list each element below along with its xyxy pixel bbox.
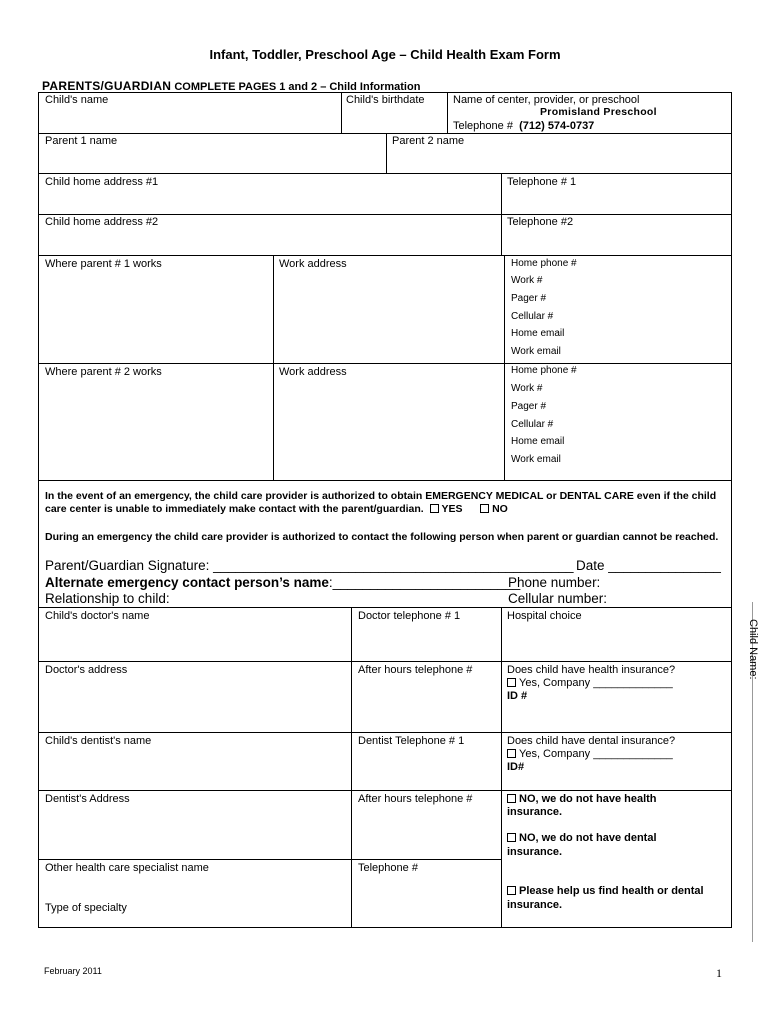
emergency-authorization-text: In the event of an emergency, the child care provider is authorized to obtain EMERGENCY MEDICAL or DENTAL CARE even if the child care center is unable to immediately make contact with the parent/guardian. [45,490,717,515]
row-divider [38,363,732,364]
help-find-text-1: Please help us find health or dental [519,885,704,897]
help-find-checkbox[interactable] [507,886,516,895]
center-value: Promisland Preschool [540,106,657,118]
col-divider [273,255,274,480]
dental-id-label: ID# [507,761,525,773]
alternate-contact-blank: :_________________________ [328,575,521,590]
health-yes-label: Yes, Company _____________ [519,677,673,689]
alternate-contact-line[interactable] [45,575,520,591]
no-label: NO [492,503,508,515]
after-hours-1-label: After hours telephone # [358,664,473,676]
center-telephone-value: (712) 574-0737 [519,120,595,132]
yes-label: YES [441,503,463,515]
childs-birthdate-label: Child's birthdate [346,94,425,106]
parent1-cellular: Cellular # [511,311,554,322]
row-divider [38,607,732,608]
footer-date: February 2011 [44,966,102,976]
col-divider [341,92,342,133]
page-number: 1 [716,966,722,980]
row-divider [38,255,732,256]
parent1-work-label: Where parent # 1 works [45,258,162,270]
cellular-number-label[interactable]: Cellular number: [508,591,608,606]
emergency-authorization [45,490,729,516]
col-divider [504,255,505,480]
parent2-work-email: Work email [511,454,561,465]
row-divider [38,732,732,733]
date-line[interactable]: Date _______________ [576,558,721,573]
col-divider [447,92,448,133]
health-insurance-question: Does child have health insurance? [507,664,676,676]
row-divider [38,859,501,860]
health-yes-row [507,677,673,690]
parent1-work-email: Work email [511,346,561,357]
row-divider [38,214,732,215]
parent1-work-phone: Work # [511,275,543,286]
telephone-1-label: Telephone # 1 [507,176,577,188]
after-hours-2-label: After hours telephone # [358,793,473,805]
signature-line[interactable]: Parent/Guardian Signature: ________________________________________________ [45,558,574,573]
parent2-home-phone: Home phone # [511,365,577,376]
parent2-home-email: Home email [511,436,565,447]
specialist-name-label: Other health care specialist name [45,862,209,874]
center-telephone [453,120,594,133]
relationship-label[interactable]: Relationship to child: [45,591,170,606]
telephone-2-label: Telephone #2 [507,216,574,228]
childs-name-label: Child's name [45,94,109,106]
help-find-text-2: insurance. [507,899,563,911]
row-divider [38,173,732,174]
dentist-name-label: Child's dentist's name [45,735,152,747]
dental-yes-label: Yes, Company _____________ [519,748,673,760]
parent1-name-label: Parent 1 name [45,135,118,147]
parent1-pager: Pager # [511,293,547,304]
col-divider [501,607,502,928]
help-find-row [507,885,704,898]
hospital-choice-label: Hospital choice [507,610,582,622]
dental-insurance-question: Does child have dental insurance? [507,735,676,747]
dentist-telephone-label: Dentist Telephone # 1 [358,735,465,747]
parent1-home-email: Home email [511,328,565,339]
type-specialty-label: Type of specialty [45,902,127,914]
center-label: Name of center, provider, or preschool [453,94,640,106]
parent2-cellular: Cellular # [511,419,554,430]
parent1-home-phone: Home phone # [511,258,577,269]
no-health-text-1: NO, we do not have health [519,793,657,805]
parent2-work-address-label: Work address [279,366,347,378]
alternate-contact-label: Alternate emergency contact person’s name [45,575,329,590]
dentist-address-label: Dentist's Address [45,793,130,805]
home-address-2-label: Child home address #2 [45,216,159,228]
no-dental-text-2: insurance. [507,846,563,858]
section-heading-bold: PARENTS/GUARDIAN [42,79,172,93]
row-divider [38,661,732,662]
doctor-address-label: Doctor's address [45,664,128,676]
health-yes-checkbox[interactable] [507,678,516,687]
yes-checkbox[interactable] [430,504,439,513]
row-divider [38,790,732,791]
parent2-work-label: Where parent # 2 works [45,366,162,378]
dental-yes-row [507,748,673,761]
no-health-text-2: insurance. [507,806,563,818]
row-divider [38,133,732,134]
no-checkbox[interactable] [480,504,489,513]
col-divider [386,133,387,173]
parent2-work-phone: Work # [511,383,543,394]
form-title: Infant, Toddler, Preschool Age – Child Health Exam Form [209,47,561,62]
no-dental-text-1: NO, we do not have dental [519,832,657,844]
specialist-telephone-label: Telephone # [358,862,418,874]
home-address-1-label: Child home address #1 [45,176,159,188]
phone-number-label[interactable]: Phone number: [508,575,601,590]
no-dental-checkbox[interactable] [507,833,516,842]
col-divider [501,173,502,255]
col-divider [351,607,352,928]
no-health-row [507,793,657,806]
dental-yes-checkbox[interactable] [507,749,516,758]
parent2-pager: Pager # [511,401,547,412]
emergency-contact-statement: During an emergency the child care provider is authorized to contact the following person when parent or guardian cannot be reached. [45,531,719,543]
section-heading [42,79,420,93]
health-id-label: ID # [507,690,528,702]
no-dental-row [507,832,657,845]
row-divider [38,480,732,481]
doctor-name-label: Child's doctor's name [45,610,150,622]
parent2-name-label: Parent 2 name [392,135,465,147]
section-heading-rest: COMPLETE PAGES 1 and 2 – Child Information [174,81,421,93]
doctor-telephone-label: Doctor telephone # 1 [358,610,461,622]
child-name-sidebar-label: Child Name: [747,619,759,680]
no-health-checkbox[interactable] [507,794,516,803]
center-telephone-label: Telephone # [453,120,513,132]
parent1-work-address-label: Work address [279,258,347,270]
